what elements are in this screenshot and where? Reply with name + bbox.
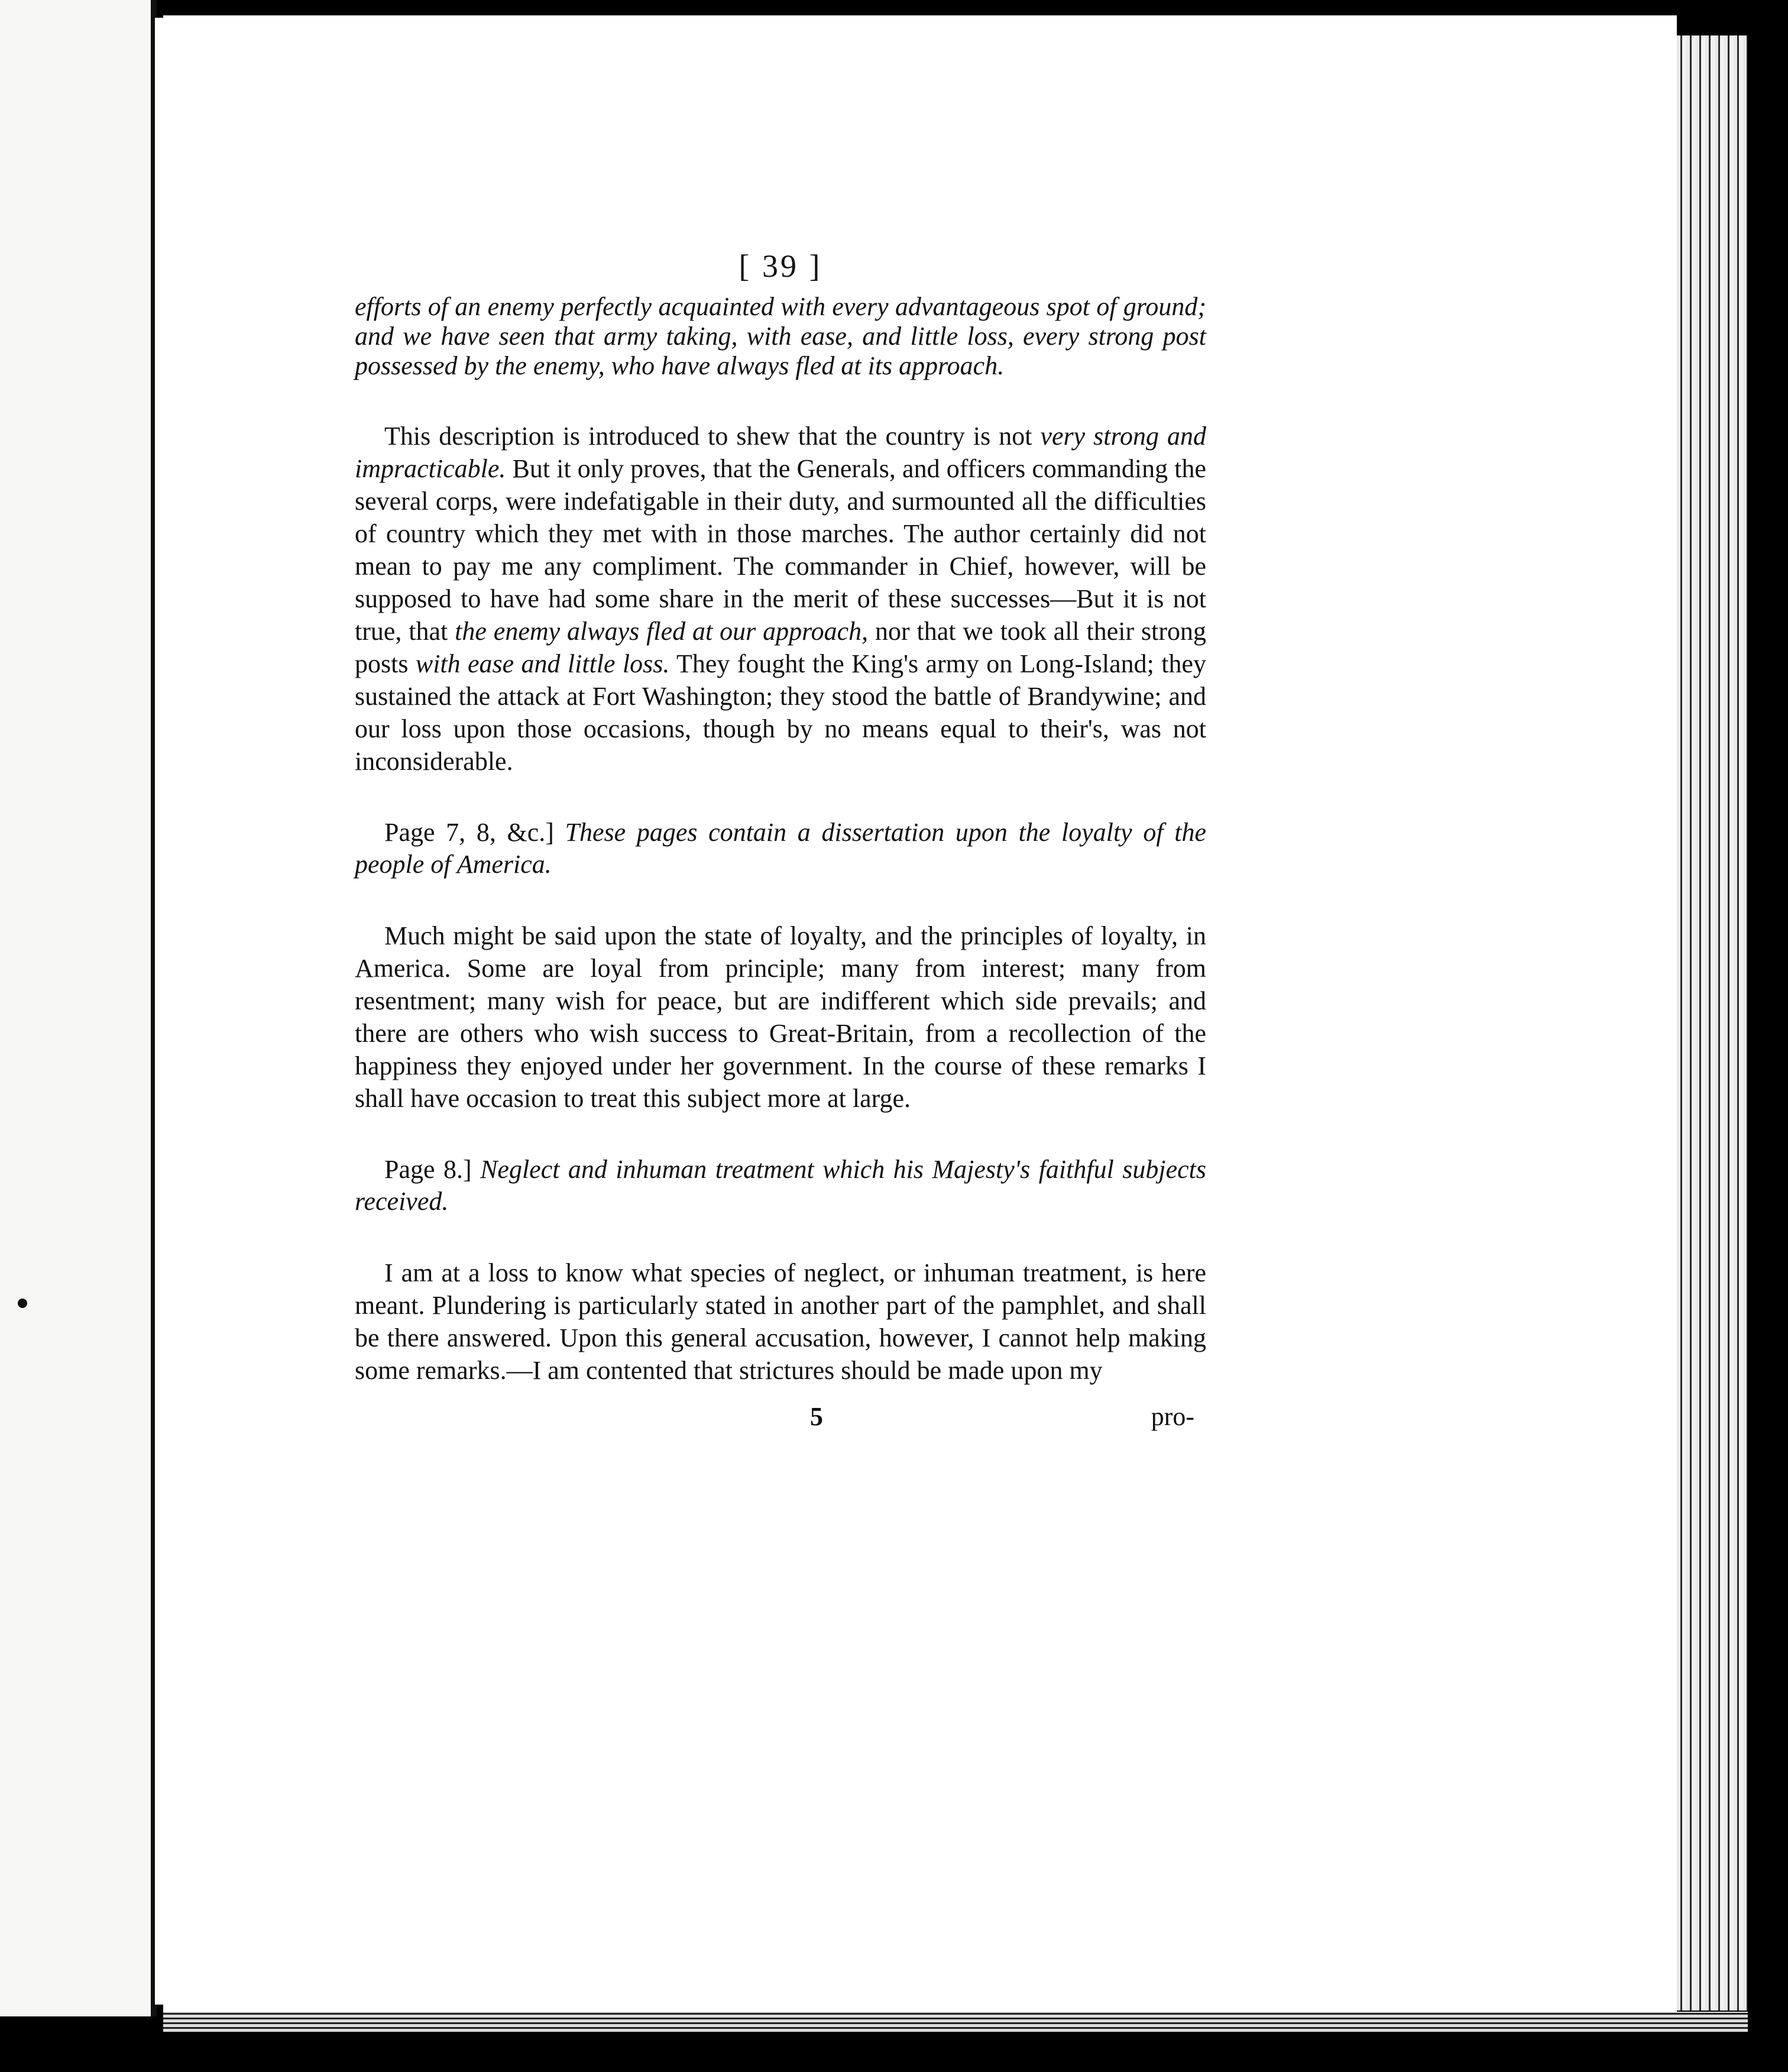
reference-page-8 bbox=[355, 1154, 1206, 1218]
reference-page-7-8 bbox=[355, 817, 1206, 880]
reference-label: Page 8.] bbox=[384, 1155, 472, 1184]
reply-1-text-c: But it only proves, that the Generals, and officers commanding the several corps, were indefatigable in their duty, and surmounted all the difficulties of country which they met with in those marches. The author certainly did not mean to pay me any compliment. The commander in Chief, however, will be supposed to have had some share in the merit of these successes—But it is not true, that bbox=[355, 454, 1206, 646]
catchword: pro- bbox=[1151, 1402, 1194, 1431]
reply-1-text-e: nor that we took all their strong posts bbox=[355, 617, 1207, 678]
reply-1-text-a: This description is introduced to shew that the country is not bbox=[384, 422, 1032, 451]
reference-label: Page 7, 8, &c.] bbox=[384, 818, 554, 847]
reply-paragraph-3: I am at a loss to know what species of neglect, or inhuman treatment, is here meant. Plundering is particularly stated in another part of the pamphlet, and shall be there answered. Upon this general accusation, however, I cannot help making some remarks.—I am contented that strictures should be made upon my bbox=[355, 1258, 1206, 1385]
quoted-passage: efforts of an enemy perfectly acquainted with every advantageous spot of ground; and we have seen that army taking, with ease, and little loss, every strong post possessed by the enemy, who have always fled at its approach. bbox=[355, 292, 1206, 380]
reply-1-italic-f: with ease and little loss. bbox=[415, 649, 670, 678]
reply-1-italic-b: very strong and impracticable. bbox=[355, 422, 1207, 483]
reply-paragraph-1 bbox=[355, 420, 1206, 778]
facing-page-margin bbox=[155, 18, 163, 2005]
reply-1-italic-d: the enemy always fled at our approach, bbox=[455, 617, 869, 646]
page-bottom-edge bbox=[163, 2012, 1748, 2032]
reference-lemma: Neglect and inhuman treatment which his Majesty's faithful subjects received. bbox=[355, 1155, 1207, 1216]
signature-mark: 5 bbox=[810, 1402, 823, 1431]
facing-page-edge bbox=[0, 0, 157, 2016]
reply-paragraph-2: Much might be said upon the state of loyalty, and the principles of loyalty, in America. Some are loyal from principle; many from interest; many from resentment; many wish for peace, but are indifferent which side prevails; and there are others who wish success to Great-Britain, from a recollection of the happiness they enjoyed under her government. In the course of these remarks I shall have occasion to treat this subject more at large. bbox=[355, 921, 1206, 1113]
page-fore-edge bbox=[1677, 35, 1748, 2011]
text-block bbox=[355, 248, 1206, 1432]
reply-1-text-g: They fought the King's army on Long-Island; they sustained the attack at Fort Washington; they stood the battle of Brandywine; and our loss upon those occasions, though by no means equal to their's, was not inconsiderable. bbox=[355, 649, 1207, 776]
page-number: [ 39 ] bbox=[738, 248, 822, 284]
page-footer bbox=[355, 1402, 1206, 1432]
reference-lemma: These pages contain a dissertation upon the loyalty of the people of America. bbox=[355, 818, 1207, 879]
margin-mark bbox=[18, 1299, 27, 1308]
